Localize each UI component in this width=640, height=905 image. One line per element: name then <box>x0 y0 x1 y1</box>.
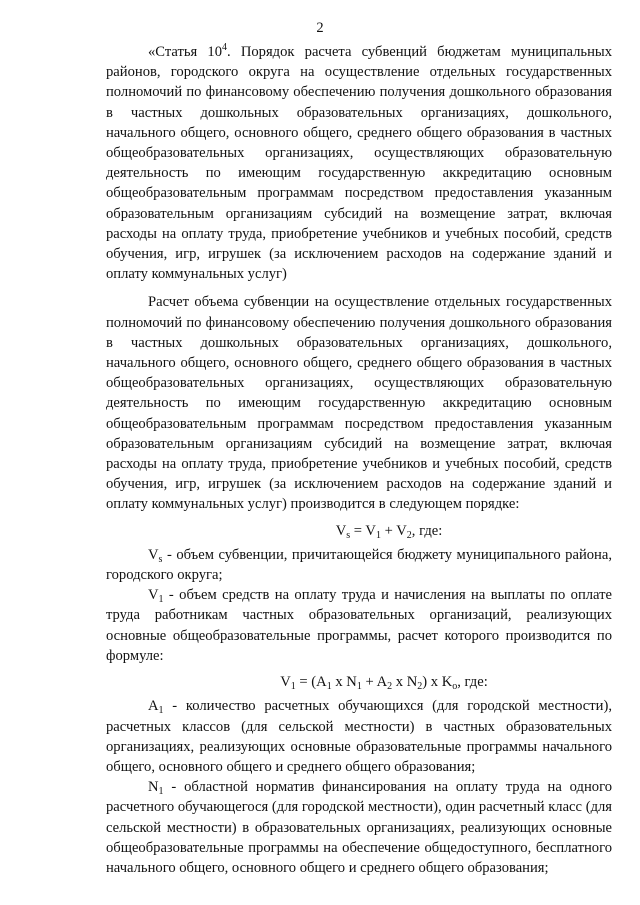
article-heading <box>106 42 612 284</box>
definition-vs: $V_s$ - объем субвенции, причитающейся бюджету муниципального района, городского округа; <box>106 546 612 584</box>
document-body <box>106 42 612 878</box>
page-number: 2 <box>316 20 324 36</box>
definition-v1: $V_1$ - объем средств на оплату труда и начисления на выплаты по оплате труда работникам частных образовательных организаций, реализующих основные общеобразовательные программы, расчет которого производится по формуле: <box>106 587 612 664</box>
formula-subvention-total: $V_s = V_1 + V_2$, где: <box>335 522 443 541</box>
definition-a1: $A_1$ - количество расчетных обучающихся (для городской местности), расчетных классов (для сельской местности) в частных образовательных организациях, реализующих основные образовательные программы начального общего, основного общего и среднего общего образования; <box>106 698 612 775</box>
definition-n1: $N_1$ - областной норматив финансирования на оплату труда на одного расчетного обучающегося (для городской местности), один расчетный класс (для сельской местности) в образовательных организациях, реализующих основные общеобразовательные программы на обеспечение общедоступного, бесплатного начального общего, основного общего и среднего общего образования; <box>106 779 612 876</box>
calculation-paragraph: Расчет объема субвенции на осуществление отдельных государственных полномочий по финансовому обеспечению получения дошкольного образования в частных дошкольных образовательных организациях, дошкольного, начального общего, основного общего, среднего общего образования в частных общеобразовательных организациях, осуществляющих образовательную деятельность по имеющим государственную аккредитацию основным общеобразовательным программам посредством предоставления указанным образовательным организациям субсидий на возмещение затрат, включая расходы на оплату труда, приобретение учебников и учебных пособий, средств обучения, игр, игрушек (за исключением расходов на содержание зданий и оплату коммунальных услуг) производится в следующем порядке: <box>106 294 612 513</box>
article-heading-rest: . Порядок расчета субвенций бюджетам муниципальных районов, городского округа на осуществление отдельных государственных полномочий по финансовому обеспечению получения дошкольного образования в частных дошкольных образовательных организациях, дошкольного, начального общего, основного общего, среднего общего образования в частных общеобразовательных организациях, осуществляющих образовательную деятельность по имеющим государственную аккредитацию основным общеобразовательным программам посредством предоставления указанным образовательным организациям субсидий на возмещение затрат, включая расходы на оплату труда, приобретение учебников и учебных пособий, средств обучения, игр, игрушек (за исключением расходов на содержание зданий и оплату коммунальных услуг) <box>106 44 612 283</box>
article-heading-start: «Статья 10 <box>148 44 223 60</box>
article-number-superscript: 4 <box>222 42 228 53</box>
formula-v1: $V_1 = (A_1$ x $N_1 + A_2$ x $N_2$) x $K_o$, где: <box>280 674 488 693</box>
